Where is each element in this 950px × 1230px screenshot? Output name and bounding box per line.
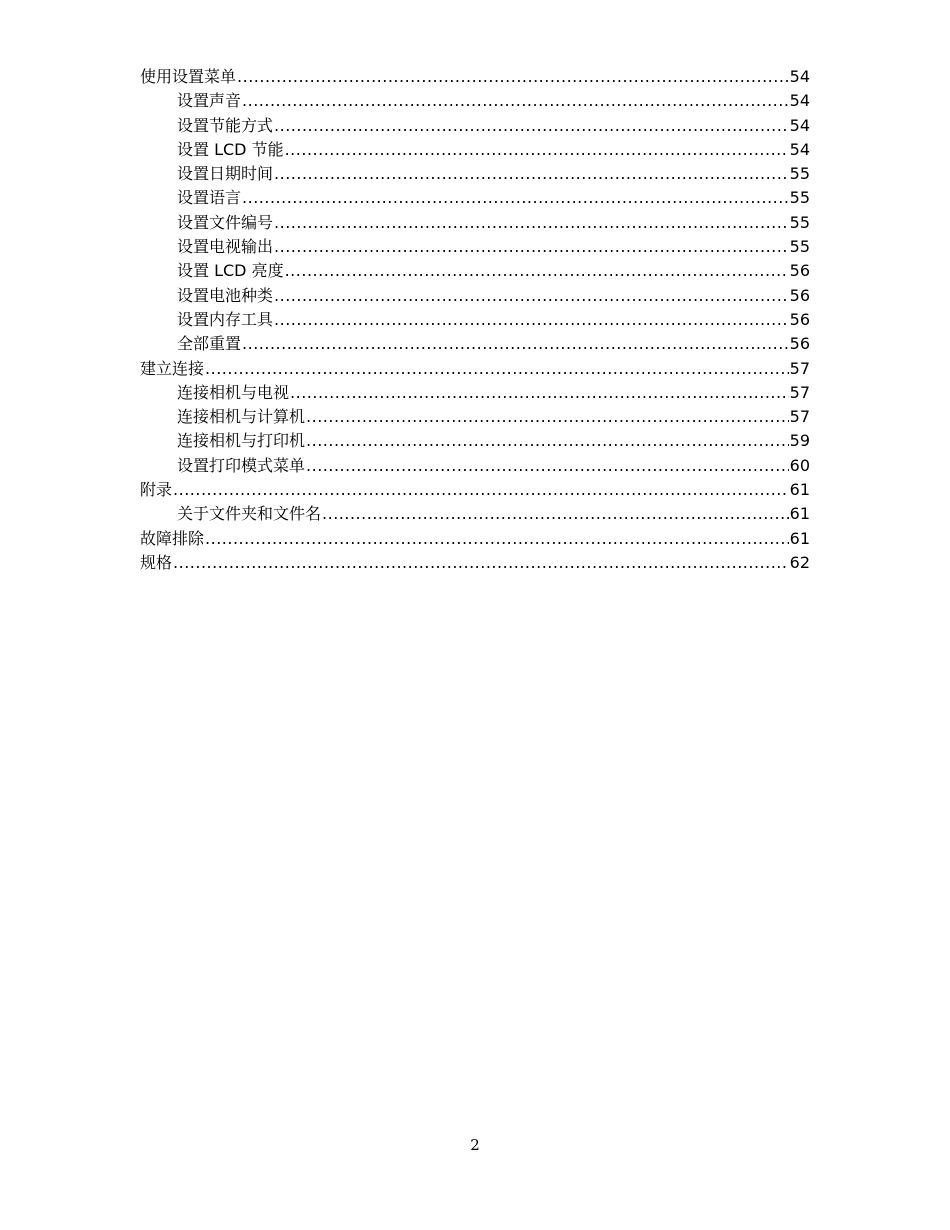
toc-entry-title: 连接相机与电视 [177, 382, 290, 402]
toc-entry-title: 规格 [140, 552, 173, 572]
toc-entry[interactable] [140, 502, 810, 526]
toc-entry-page: 55 [789, 212, 810, 232]
toc-entry-title: 设置语言 [177, 188, 242, 208]
toc-entry-title: 附录 [140, 480, 173, 500]
toc-entry-title: 使用设置菜单 [140, 67, 237, 86]
toc-entry-title: 连接相机与打印机 [177, 431, 306, 451]
toc-entry-title: 关于文件夹和文件名 [177, 504, 322, 524]
toc-dot-leader [274, 308, 789, 332]
toc-entry-page: 62 [789, 552, 810, 572]
toc-entry-page: 57 [789, 358, 810, 378]
toc-entry[interactable] [140, 114, 810, 138]
toc-dot-leader [173, 478, 789, 502]
toc-entry-page: 55 [789, 188, 810, 208]
toc-entry-page: 54 [789, 67, 810, 86]
toc-entry-title: 故障排除 [140, 528, 205, 548]
toc-entry[interactable] [140, 284, 810, 308]
toc-entry-page: 56 [789, 285, 810, 305]
toc-entry[interactable] [140, 162, 810, 186]
toc-dot-leader [306, 454, 789, 478]
toc-entry[interactable] [140, 259, 810, 283]
toc-entry-title: 建立连接 [140, 358, 205, 378]
toc-entry-page: 57 [789, 407, 810, 427]
toc-entry-title: 设置电视输出 [177, 237, 274, 257]
toc-entry[interactable] [140, 429, 810, 453]
toc-entry-title: 设置日期时间 [177, 164, 274, 184]
toc-dot-leader [205, 527, 789, 551]
toc-entry-title: 设置打印模式菜单 [177, 455, 306, 475]
toc-dot-leader [274, 235, 789, 259]
table-of-contents [140, 65, 810, 575]
toc-entry-title: 设置 LCD 节能 [177, 139, 284, 159]
toc-entry[interactable] [140, 308, 810, 332]
toc-dot-leader [237, 65, 789, 89]
toc-entry[interactable] [140, 478, 810, 502]
toc-dot-leader [306, 405, 789, 429]
toc-entry-title: 设置声音 [177, 91, 242, 111]
toc-entry-title: 设置文件编号 [177, 212, 274, 232]
toc-entry-page: 54 [789, 91, 810, 111]
toc-entry[interactable] [140, 186, 810, 210]
toc-dot-leader [274, 114, 789, 138]
toc-entry-page: 54 [789, 115, 810, 135]
toc-entry-page: 61 [789, 480, 810, 500]
toc-entry[interactable] [140, 405, 810, 429]
toc-entry[interactable] [140, 381, 810, 405]
toc-entry-page: 56 [789, 334, 810, 354]
toc-entry-page: 61 [789, 528, 810, 548]
toc-dot-leader [242, 89, 789, 113]
toc-entry-page: 56 [789, 261, 810, 281]
toc-dot-leader [242, 186, 789, 210]
toc-dot-leader [306, 429, 789, 453]
toc-entry-title: 全部重置 [177, 334, 242, 354]
toc-entry-page: 56 [789, 309, 810, 329]
toc-entry[interactable] [140, 551, 810, 575]
toc-dot-leader [205, 357, 789, 381]
toc-entry-page: 60 [789, 455, 810, 475]
toc-dot-leader [274, 211, 789, 235]
toc-entry[interactable] [140, 138, 810, 162]
toc-entry-title: 设置 LCD 亮度 [177, 261, 284, 281]
toc-entry-title: 设置节能方式 [177, 115, 274, 135]
toc-entry[interactable] [140, 235, 810, 259]
toc-entry[interactable] [140, 65, 810, 89]
toc-entry[interactable] [140, 332, 810, 356]
toc-entry-page: 55 [789, 164, 810, 184]
toc-entry[interactable] [140, 357, 810, 381]
toc-entry[interactable] [140, 527, 810, 551]
toc-entry-title: 连接相机与计算机 [177, 407, 306, 427]
toc-entry[interactable] [140, 89, 810, 113]
toc-entry-page: 61 [789, 504, 810, 524]
toc-entry-page: 54 [789, 139, 810, 159]
toc-entry-title: 设置电池种类 [177, 285, 274, 305]
toc-entry-page: 57 [789, 382, 810, 402]
toc-dot-leader [285, 259, 789, 283]
toc-dot-leader [173, 551, 789, 575]
page-number: 2 [470, 1136, 480, 1154]
toc-dot-leader [274, 162, 789, 186]
toc-dot-leader [322, 502, 789, 526]
toc-entry[interactable] [140, 454, 810, 478]
toc-entry[interactable] [140, 211, 810, 235]
toc-dot-leader [274, 284, 789, 308]
toc-dot-leader [290, 381, 789, 405]
toc-entry-page: 55 [789, 237, 810, 257]
toc-entry-page: 59 [789, 431, 810, 451]
toc-entry-title: 设置内存工具 [177, 309, 274, 329]
toc-dot-leader [285, 138, 789, 162]
toc-dot-leader [242, 332, 789, 356]
